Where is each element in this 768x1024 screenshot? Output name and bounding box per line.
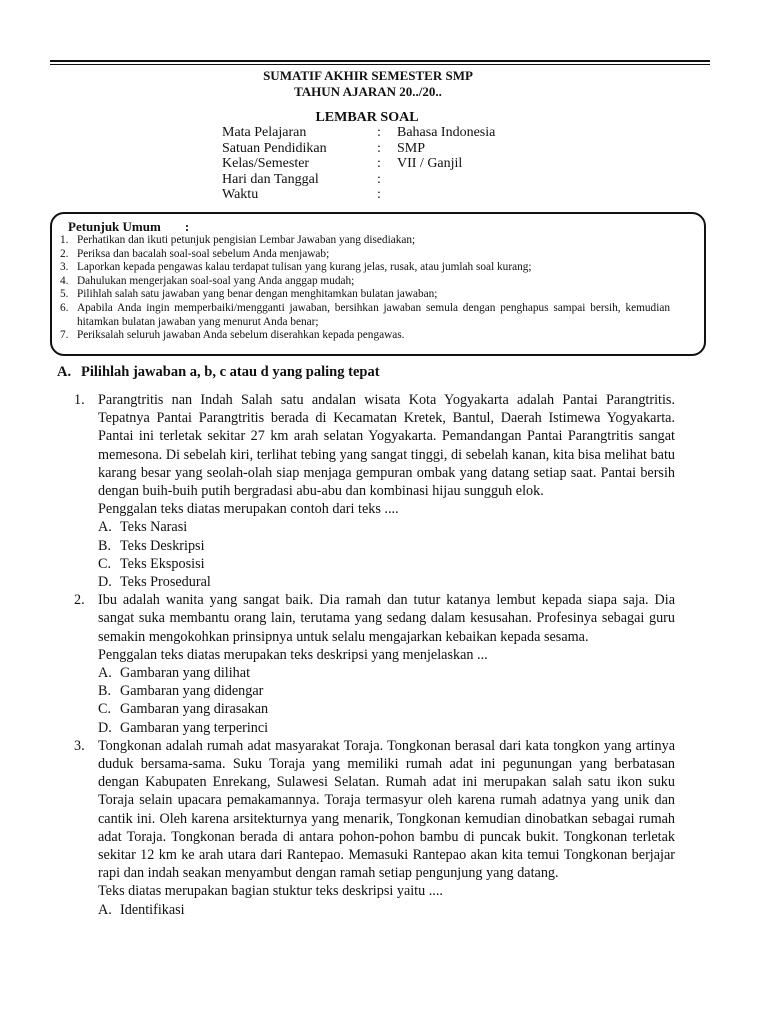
- top-double-rule-thick: [50, 60, 710, 62]
- instruction-item: 7. Periksalah seluruh jawaban Anda sebelum diserahkan kepada pengawas.: [60, 329, 405, 342]
- general-instructions-box: [50, 212, 706, 356]
- answer-option-b[interactable]: B. Gambaran yang didengar: [98, 683, 264, 700]
- question-prompt: Teks diatas merupakan bagian stuktur teks deskripsi yaitu ....: [98, 883, 443, 900]
- answer-option-a[interactable]: A. Gambaran yang dilihat: [98, 665, 251, 682]
- question-prompt: Penggalan teks diatas merupakan contoh dari teks ....: [98, 501, 399, 518]
- document-title: SUMATIF AKHIR SEMESTER SMP: [263, 68, 473, 83]
- answer-option-d[interactable]: D. Gambaran yang terperinci: [98, 719, 269, 736]
- question-1: [74, 391, 675, 591]
- question-passage: Tongkonan adalah rumah adat masyarakat Toraja. Tongkonan berasal dari kata tongkon yang artinya duduk bersama-sama. Suku Toraja yang memiliki rumah adat ini pegunungan yang berbatasan dengan Kabupaten Enrekang, Sulawesi Selatan. Rumah adat ini merupakan salah satu ikon suku Toraja selain upacara pemakamannya. Toraja termasyur oleh karena rumah adatnya yang unik dan cantik ini. Oleh karena arsitekturnya yang menarik, Tongkonan kemudian dinobatkan sebagai rumah adat Toraja. Tongkonan berada di antara pohon-pohon bambu di puncak bukit. Tongkonan terletak sekitar 12 km ke arah utara dari Rantepao. Memasuki Rantepao akan kita temui Tongkonan berjajar rapi dan indah seakan menyambut dengan ramah setiap pengunjung yang datang.: [98, 737, 675, 882]
- question-number: 3.: [74, 737, 85, 754]
- answer-option-b[interactable]: B. Teks Deskripsi: [98, 537, 205, 554]
- instruction-item: 3. Laporkan kepada pengawas kalau terdapat tulisan yang kurang jelas, rusak, atau jumlah soal kurang;: [60, 261, 532, 274]
- instruction-item: 6. Apabila Anda ingin memperbaiki/mengganti jawaban, bersihkan jawaban semula dengan penghapus sampai bersih, kemudian hitamkan bulatan jawaban yang menurut Anda benar;: [60, 301, 670, 328]
- top-double-rule-thin: [50, 64, 710, 65]
- question-2: [74, 591, 675, 737]
- instruction-item: 2. Periksa dan bacalah soal-soal sebelum Anda menjawab;: [60, 247, 330, 260]
- question-3: [74, 737, 675, 919]
- question-number: 1.: [74, 392, 85, 408]
- answer-option-a[interactable]: A. Identifikasi: [98, 901, 185, 918]
- answer-option-c[interactable]: C. Gambaran yang dirasakan: [98, 701, 269, 718]
- answer-option-a[interactable]: A. Teks Narasi: [98, 519, 188, 536]
- answer-option-c[interactable]: C. Teks Eksposisi: [98, 555, 205, 572]
- question-prompt: Penggalan teks diatas merupakan teks deskripsi yang menjelaskan ...: [98, 646, 488, 663]
- section-heading: A. Pilihlah jawaban a, b, c atau d yang paling tepat: [57, 364, 380, 380]
- instructions-heading: Petunjuk Umum :: [68, 219, 190, 234]
- questions-list: [74, 391, 675, 919]
- question-passage: Ibu adalah wanita yang sangat baik. Dia ramah dan tutur katanya lembut kepada siapa saja. Dia sangat suka membantu orang lain, terutama yang sedang dalam kesusahan. Profesinya sebagai guru semakin mengokohkan prinsipnya untuk selalu mengajarkan kebaikan kepada sesama.: [98, 592, 675, 645]
- instruction-item: 1. Perhatikan dan ikuti petunjuk pengisian Lembar Jawaban yang disediakan;: [60, 234, 416, 246]
- academic-year: TAHUN AJARAN 20../20..: [294, 84, 442, 99]
- instructions-list: [60, 234, 670, 343]
- question-passage: Parangtritis nan Indah Salah satu andalan wisata Kota Yogyakarta adalah Pantai Parangtritis. Tepatnya Pantai Parangtritis berada di Kecamatan Kretek, Bantul, Daerah Istimewa Yogyakarta. Pantai ini terletak sekitar 27 km arah selatan Yogyakarta. Pemandangan Pantai Parangtritis sangat memesona. Di sebelah kiri, terlihat tebing yang sangat tinggi, di sebelah kanan, kita bisa melihat batu karang besar yang seolah-olah siap menjaga gempuran ombak yang datang setiap saat. Pantai bersih dengan buih-buih putih bergradasi abu-abu dan kombinasi hijau sungguh elok.: [98, 392, 675, 500]
- question-number: 2.: [74, 592, 85, 609]
- sheet-subtitle: LEMBAR SOAL: [315, 110, 419, 125]
- answer-option-d[interactable]: D. Teks Prosedural: [98, 574, 211, 591]
- instruction-item: 4. Dahulukan mengerjakan soal-soal yang Anda anggap mudah;: [60, 274, 355, 287]
- instruction-item: 5. Pilihlah salah satu jawaban yang benar dengan menghitamkan bulatan jawaban;: [60, 288, 438, 301]
